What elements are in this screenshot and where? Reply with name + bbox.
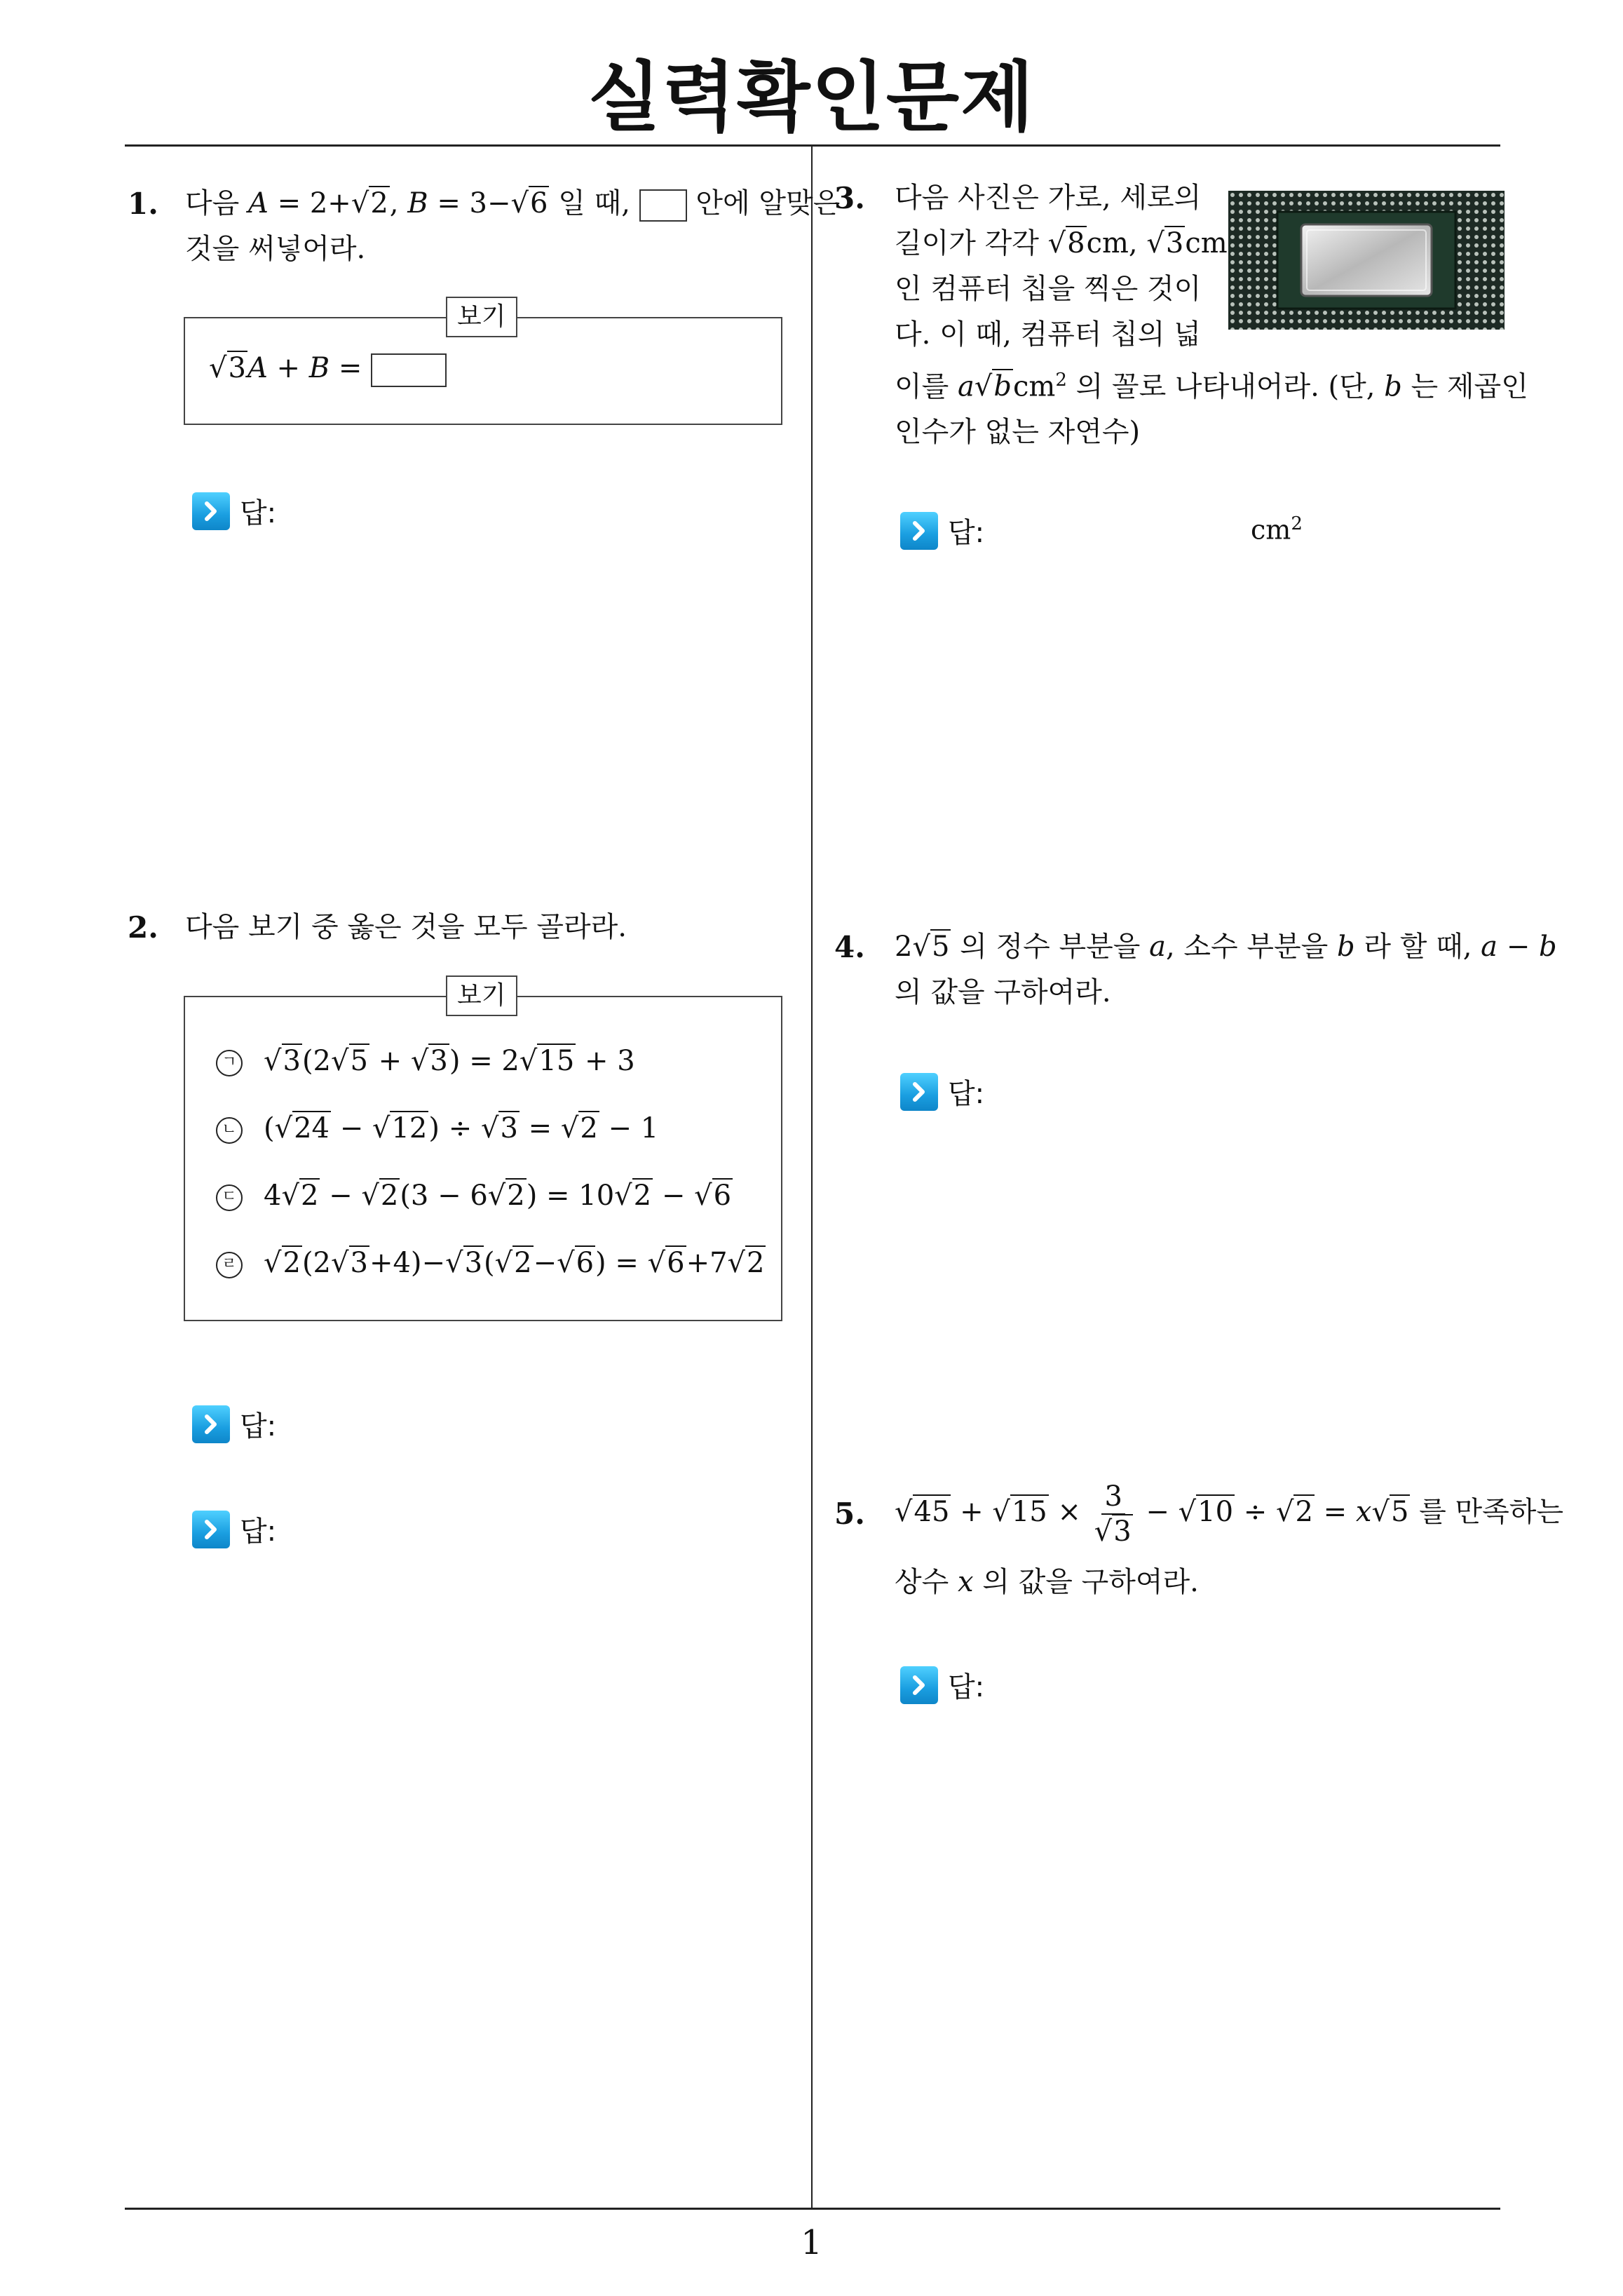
question-number: 2. <box>128 910 158 945</box>
answer-label: 답: <box>240 497 277 529</box>
chevron-right-icon <box>900 1073 938 1111</box>
option-2: ㄴ (√24 − √12) ÷ √3 = √2 − 1 <box>216 1112 658 1144</box>
option-4: ㄹ √2(2√3+4)−√3(√2−√6) = √6+7√2 <box>216 1247 766 1279</box>
question-text: 안에 알맞은 <box>695 187 841 220</box>
answer-label: 답: <box>240 1410 277 1443</box>
answer-field[interactable] <box>192 491 276 531</box>
answer-field[interactable] <box>900 1072 984 1112</box>
answer-blank <box>639 189 687 222</box>
question-text: 의 꼴로 나타내어라. (단, <box>1066 370 1385 403</box>
question-text: 다. 이 때, 컴퓨터 칩의 넓 <box>895 318 1201 351</box>
example-box: √3A + B = <box>184 317 782 425</box>
question-text: 인수가 없는 자연수) <box>895 416 1141 449</box>
answer-field[interactable]: 답: $cm^2$ <box>900 511 1335 551</box>
option-3: ㄷ 4√2 − √2(3 − 6√2) = 10√2 − √6 <box>216 1180 733 1212</box>
chevron-right-icon <box>900 1666 938 1704</box>
question-text: 다음 보기 중 옳은 것을 모두 골라라. <box>185 911 627 943</box>
unit-label: cm <box>1251 514 1291 546</box>
question-number: 3. <box>834 181 865 215</box>
option-mark: ㄱ <box>216 1050 243 1076</box>
question-text: 이를 <box>895 370 958 403</box>
question-number: 5. <box>834 1497 865 1531</box>
option-1: ㄱ √3(2√5 + √3) = 2√15 + 3 <box>216 1045 635 1077</box>
question-text: 인 컴퓨터 칩을 찍은 것이 <box>895 273 1202 305</box>
chevron-right-icon <box>192 1511 230 1548</box>
chevron-right-icon <box>900 512 938 550</box>
question-text: , 소수 부분을 <box>1165 931 1338 963</box>
page-title: 실력확인문제 <box>588 54 1035 142</box>
question-text: 의 정수 부분을 <box>951 931 1150 963</box>
column-divider <box>811 144 813 2209</box>
answer-label: 답: <box>948 1078 985 1110</box>
chevron-right-icon <box>192 1405 230 1443</box>
question-text: 라 할 때, <box>1354 931 1481 963</box>
example-box <box>184 996 782 1321</box>
question-text: 는 제곱인 <box>1401 370 1528 403</box>
question-text: 상수 <box>895 1566 958 1598</box>
answer-field[interactable] <box>192 1509 276 1549</box>
question-text: 것을 써넣어라. <box>185 233 366 265</box>
answer-field[interactable] <box>900 1665 984 1705</box>
header-rule <box>125 144 1500 147</box>
question-text: 의 값을 구하여라. <box>895 976 1111 1008</box>
computer-chip-photo <box>1228 191 1505 332</box>
answer-label: 답: <box>948 1671 985 1703</box>
option-mark: ㄴ <box>216 1117 243 1144</box>
question-text: 의 값을 구하여라. <box>973 1566 1199 1598</box>
question-number: 1. <box>128 187 158 221</box>
question-text: 길이가 각각 <box>895 227 1048 259</box>
box-label: 보기 <box>446 975 517 1016</box>
option-mark: ㄹ <box>216 1252 243 1278</box>
answer-label: 답: <box>948 517 985 549</box>
box-label: 보기 <box>446 297 517 337</box>
question-text: 를 만족하는 <box>1410 1496 1564 1528</box>
chevron-right-icon <box>192 492 230 530</box>
question-text: 다음 사진은 가로, 세로의 <box>895 182 1202 214</box>
question-text: 일 때, <box>549 187 630 220</box>
page-number: 1 <box>801 2223 822 2262</box>
footer-rule <box>125 2208 1500 2210</box>
option-mark: ㄷ <box>216 1184 243 1211</box>
question-number: 4. <box>834 930 865 964</box>
answer-label: 답: <box>240 1515 277 1548</box>
answer-field[interactable] <box>192 1404 276 1444</box>
question-text: 다음 <box>185 187 248 220</box>
answer-blank <box>371 353 447 387</box>
